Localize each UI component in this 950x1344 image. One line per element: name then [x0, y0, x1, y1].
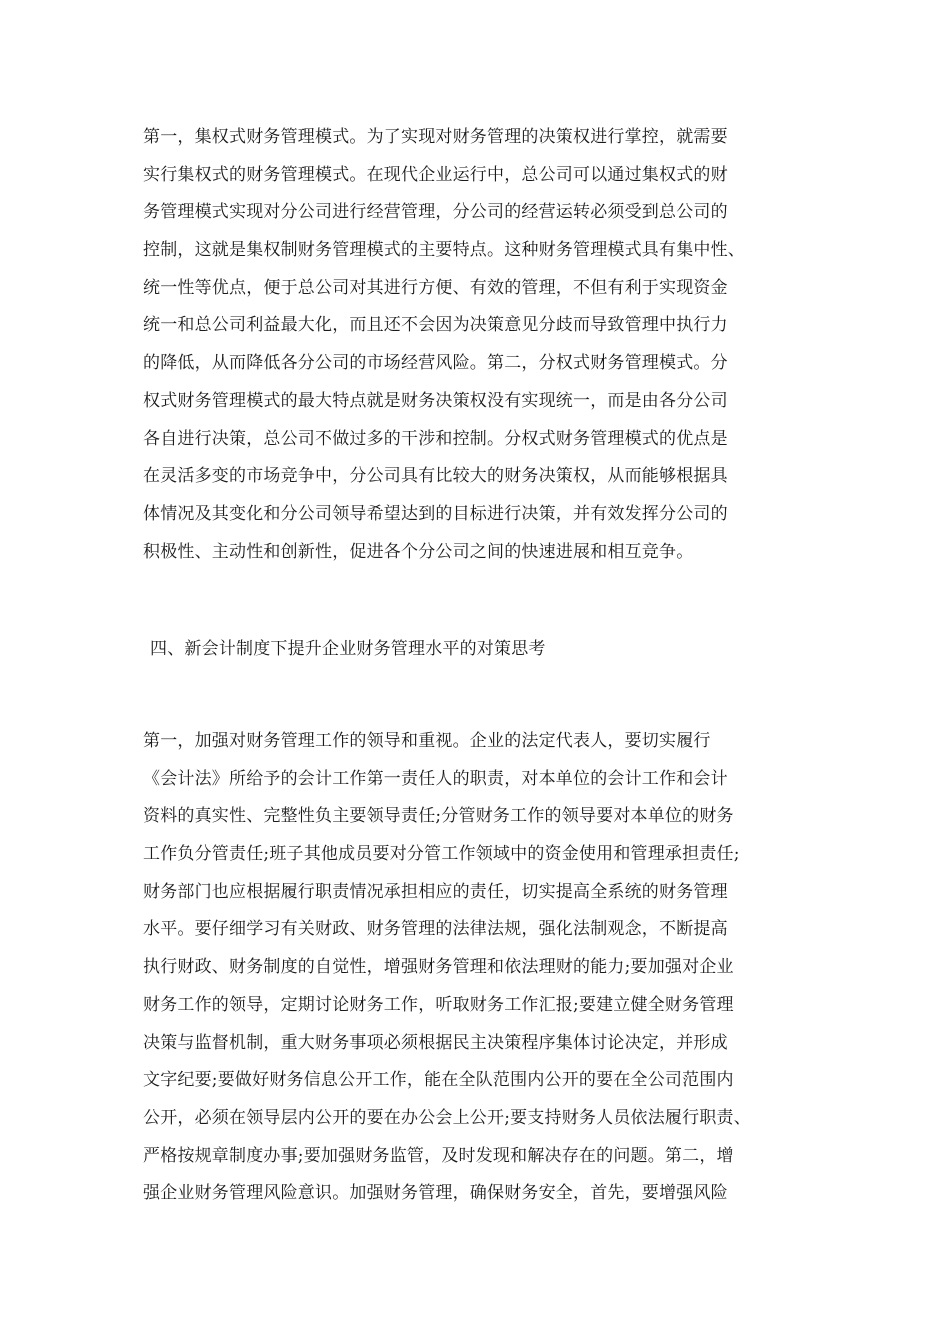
text-line: 公开，必须在领导层内公开的要在办公会上公开;要支持财务人员依法履行职责、 [143, 1107, 751, 1128]
text-line: 财务部门也应根据履行职责情况承担相应的责任，切实提高全系统的财务管理 [143, 881, 728, 902]
text-line: 的降低，从而降低各分公司的市场经营风险。第二，分权式财务管理模式。分 [143, 353, 728, 374]
text-line: 工作负分管责任;班子其他成员要对分管工作领域中的资金使用和管理承担责任; [143, 844, 740, 865]
text-line: 水平。要仔细学习有关财政、财务管理的法律法规，强化法制观念，不断提高 [143, 919, 728, 940]
text-line: 强企业财务管理风险意识。加强财务管理，确保财务安全，首先，要增强风险 [143, 1183, 728, 1204]
text-line: 资料的真实性、完整性负主要领导责任;分管财务工作的领导要对本单位的财务 [143, 806, 734, 827]
text-line: 严格按规章制度办事;要加强财务监管，及时发现和解决存在的问题。第二，增 [143, 1145, 734, 1166]
paragraph-leadership-and-risk [143, 723, 823, 1213]
text-line: 统一和总公司利益最大化，而且还不会因为决策意见分歧而导致管理中执行力 [143, 315, 728, 336]
text-line: 执行财政、财务制度的自觉性，增强财务管理和依法理财的能力;要加强对企业 [143, 957, 734, 978]
text-line: 文字纪要;要做好财务信息公开工作，能在全队范围内公开的要在全公司范围内 [143, 1070, 734, 1091]
text-line: 实行集权式的财务管理模式。在现代企业运行中，总公司可以通过集权式的财 [143, 164, 728, 185]
text-line: 在灵活多变的市场竞争中，分公司具有比较大的财务决策权，从而能够根据具 [143, 466, 728, 487]
text-line: 权式财务管理模式的最大特点就是财务决策权没有实现统一，而是由各分公司 [143, 390, 728, 411]
paragraph-centralized-decentralized-models [143, 119, 823, 571]
text-line: 体情况及其变化和分公司领导希望达到的目标进行决策，并有效发挥分公司的 [143, 503, 728, 524]
text-line: 第一，集权式财务管理模式。为了实现对财务管理的决策权进行掌控，就需要 [143, 127, 728, 147]
text-line: 《会计法》所给予的会计工作第一责任人的职责，对本单位的会计工作和会计 [143, 768, 728, 789]
text-line: 积极性、主动性和创新性，促进各个分公司之间的快速进展和相互竞争。 [143, 541, 694, 562]
text-line: 务管理模式实现对分公司进行经营管理，分公司的经营运转必须受到总公司的 [143, 202, 728, 223]
section-heading: 四、新会计制度下提升企业财务管理水平的对策思考 [150, 639, 546, 659]
text-line: 决策与监督机制，重大财务事项必须根据民主决策程序集体讨论决定，并形成 [143, 1032, 728, 1053]
text-line: 各自进行决策，总公司不做过多的干涉和控制。分权式财务管理模式的优点是 [143, 428, 728, 449]
text-line: 第一，加强对财务管理工作的领导和重视。企业的法定代表人，要切实履行 [143, 731, 711, 751]
text-line: 财务工作的领导，定期讨论财务工作，听取财务工作汇报;要建立健全财务管理 [143, 994, 734, 1015]
text-line: 统一性等优点，便于总公司对其进行方便、有效的管理，不但有利于实现资金 [143, 277, 728, 298]
text-line: 控制，这就是集权制财务管理模式的主要特点。这种财务管理模式具有集中性、 [143, 240, 745, 261]
